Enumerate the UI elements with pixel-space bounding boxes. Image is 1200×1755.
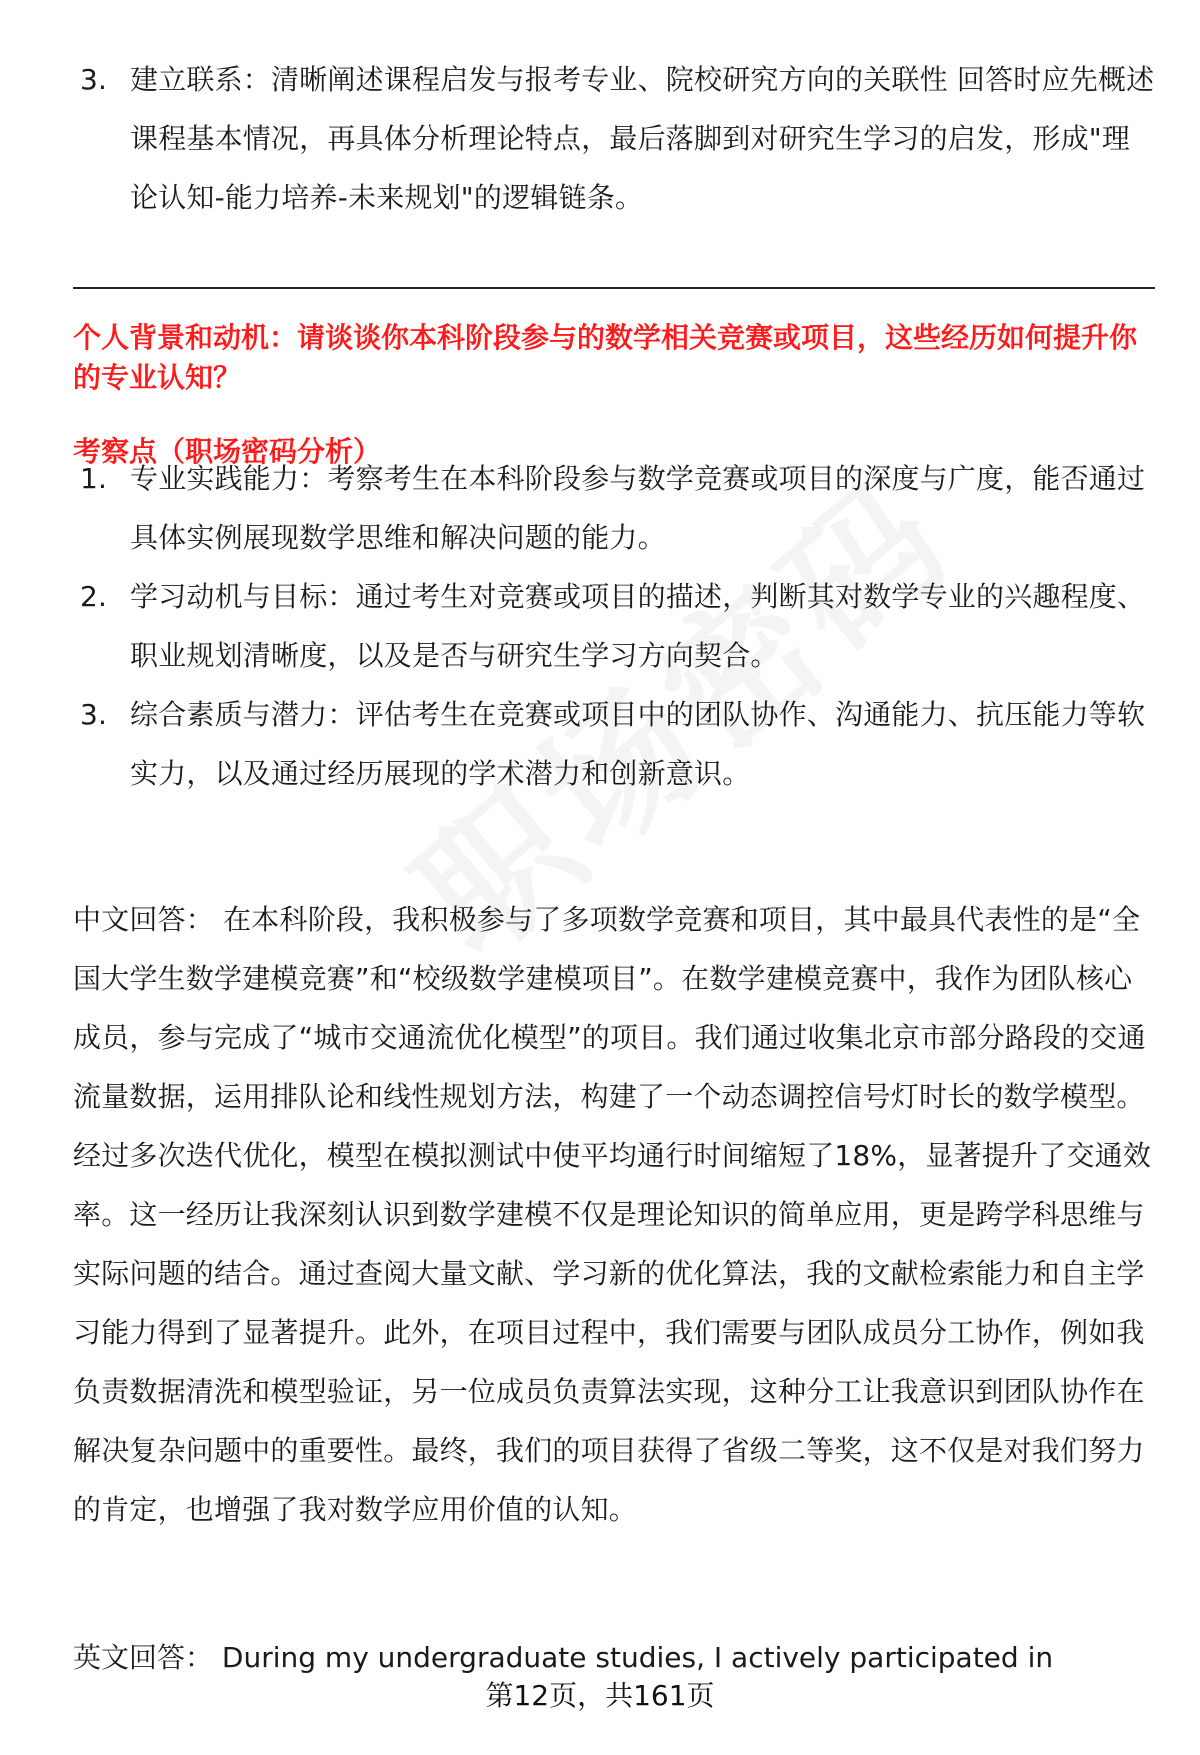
list-item — [80, 567, 1155, 685]
section-divider — [73, 287, 1155, 289]
list-number: 3. — [80, 63, 108, 96]
list-text: 学习动机与目标：通过考生对竞赛或项目的描述，判断其对数学专业的兴趣程度、职业规划清晰度，以及是否与研究生学习方向契合。 — [130, 580, 1146, 672]
english-answer: 英文回答： During my undergraduate studies, I actively participated in — [73, 1641, 1054, 1674]
list-text: 建立联系：清晰阐述课程启发与报考专业、院校研究方向的关联性 回答时应先概述课程基本情况，再具体分析理论特点，最后落脚到对研究生学习的启发，形成"理论认知-能力培养-未来规划"的逻辑链条。 — [130, 63, 1155, 214]
list-number: 3. — [80, 698, 108, 731]
list-item — [80, 449, 1155, 567]
list-text: 综合素质与潜力：评估考生在竞赛或项目中的团队协作、沟通能力、抗压能力等软实力，以及通过经历展现的学术潜力和创新意识。 — [130, 698, 1146, 790]
list-text: 专业实践能力：考察考生在本科阶段参与数学竞赛或项目的深度与广度，能否通过具体实例展现数学思维和解决问题的能力。 — [130, 462, 1146, 554]
question-heading: 个人背景和动机：请谈谈你本科阶段参与的数学相关竞赛或项目，这些经历如何提升你的专业认知？ — [73, 321, 1138, 394]
list-number: 2. — [80, 580, 108, 613]
list-number: 1. — [80, 462, 108, 495]
focus-heading: 考察点（职场密码分析） — [73, 435, 382, 468]
focus-list — [80, 449, 1155, 803]
chinese-answer: 中文回答： 在本科阶段，我积极参与了多项数学竞赛和项目，其中最具代表性的是“全国大学生数学建模竞赛”和“校级数学建模项目”。在数学建模竞赛中，我作为团队核心成员，参与完成了“城市交通流优化模型”的项目。我们通过收集北京市部分路段的交通流量数据，运用排队论和线性规划方法，构建了一个动态调控信号灯时长的数学模型。经过多次迭代优化，模型在模拟测试中使平均通行时间缩短了18%，显著提升了交通效率。这一经历让我深刻认识到数学建模不仅是理论知识的简单应用，更是跨学科思维与实际问题的结合。通过查阅大量文献、学习新的优化算法，我的文献检索能力和自主学习能力得到了显著提升。此外，在项目过程中，我们需要与团队成员分工协作，例如我负责数据清洗和模型验证，另一位成员负责算法实现，这种分工让我意识到团队协作在解决复杂问题中的重要性。最终，我们的项目获得了省级二等奖，这不仅是对我们努力的肯定，也增强了我对数学应用价值的认知。 — [73, 903, 1152, 1526]
list-item — [80, 685, 1155, 803]
top-list — [80, 50, 1155, 227]
page-number: 第12页，共161页 — [485, 1679, 715, 1712]
list-item — [80, 50, 1155, 227]
